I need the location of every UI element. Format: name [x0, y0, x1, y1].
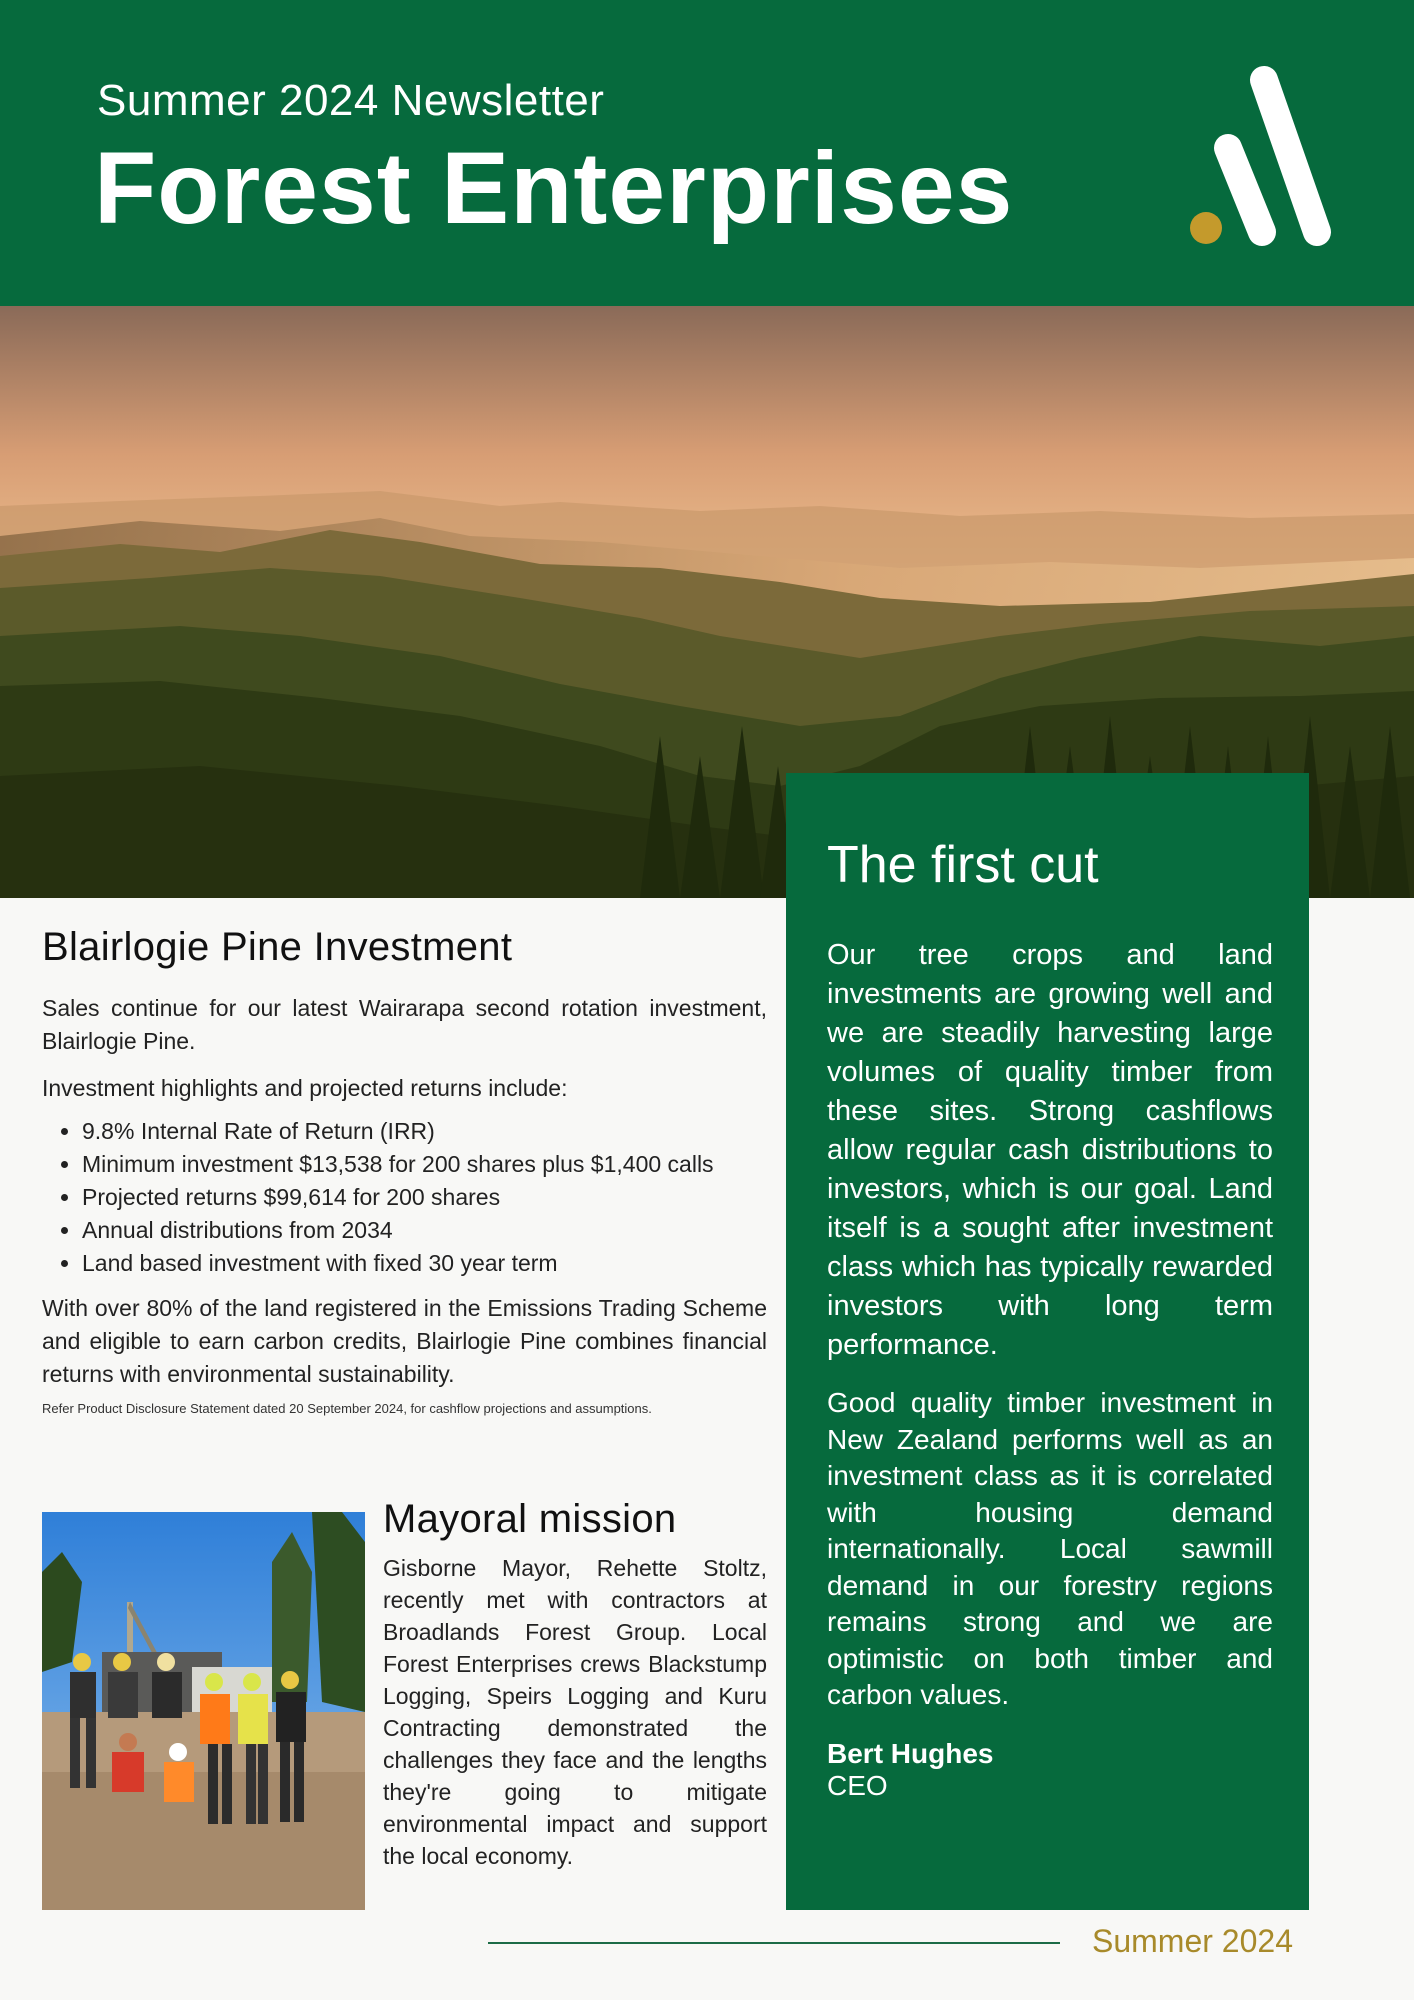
list-item: • Land based investment with fixed 30 year term — [82, 1247, 767, 1280]
newsletter-header — [0, 0, 1414, 306]
footer-divider — [488, 1942, 1060, 1944]
first-cut-body — [827, 936, 1273, 1802]
signature-role: CEO — [827, 1769, 888, 1801]
disclosure-fine-print: Refer Product Disclosure Statement dated 20 September 2024, for cashflow projections and assumptions. — [42, 1401, 652, 1416]
blairlogie-closing: With over 80% of the land registered in the Emissions Trading Scheme and eligible to earn carbon credits, Blairlogie Pine combines financial returns with environmental sustainability. — [42, 1295, 767, 1387]
blairlogie-section — [42, 925, 767, 1419]
footer-edition: Summer 2024 — [1092, 1923, 1293, 1959]
mayoral-body: Gisborne Mayor, Rehette Stoltz, recently met with contractors at Broadlands Forest Group. Local Forest Enterprises crews Blackstump Logging, Speirs Logging and Kuru Contracting demonstrated the challenges they face and the lengths they're going to mitigate environmental impact and support the local economy. — [383, 1555, 767, 1869]
mayoral-mission-photo — [42, 1512, 365, 1910]
crew-group-photo-icon — [42, 1512, 365, 1910]
mayoral-heading: Mayoral mission — [383, 1497, 677, 1541]
first-cut-heading: The first cut — [827, 836, 1099, 894]
list-item: • 9.8% Internal Rate of Return (IRR) — [82, 1115, 767, 1148]
highlights-list — [42, 1115, 767, 1280]
list-item: • Minimum investment $13,538 for 200 shares plus $1,400 calls — [82, 1148, 767, 1181]
list-item: • Projected returns $99,614 for 200 shares — [82, 1181, 767, 1214]
newsletter-title: Forest Enterprises — [94, 131, 1014, 245]
list-item: • Annual distributions from 2034 — [82, 1214, 767, 1247]
forest-enterprises-logo-icon — [1180, 60, 1340, 260]
blairlogie-heading: Blairlogie Pine Investment — [42, 925, 513, 969]
signature-name: Bert Hughes — [827, 1737, 994, 1769]
first-cut-paragraph-1: Our tree crops and land investments are growing well and we are steadily harvesting large volumes of quality timber from these sites. Strong cashflows allow regular cash distributions to investors, which is our goal. Land itself is a sought after investment class which has typically rewarded investors with long term performance. — [827, 939, 1273, 1361]
newsletter-subtitle: Summer 2024 Newsletter — [97, 76, 605, 125]
first-cut-paragraph-2: Good quality timber investment in New Zealand performs well as an investment class as it is correlated with housing demand internationally. Local sawmill demand in our forestry regions remains strong and we are optimistic on both timber and carbon values. — [827, 1387, 1273, 1710]
highlights-lead: Investment highlights and projected returns include: — [42, 1075, 568, 1101]
first-cut-panel — [786, 773, 1309, 1910]
blairlogie-intro: Sales continue for our latest Wairarapa second rotation investment, Blairlogie Pine. — [42, 995, 767, 1054]
mayoral-section — [383, 1497, 767, 1872]
